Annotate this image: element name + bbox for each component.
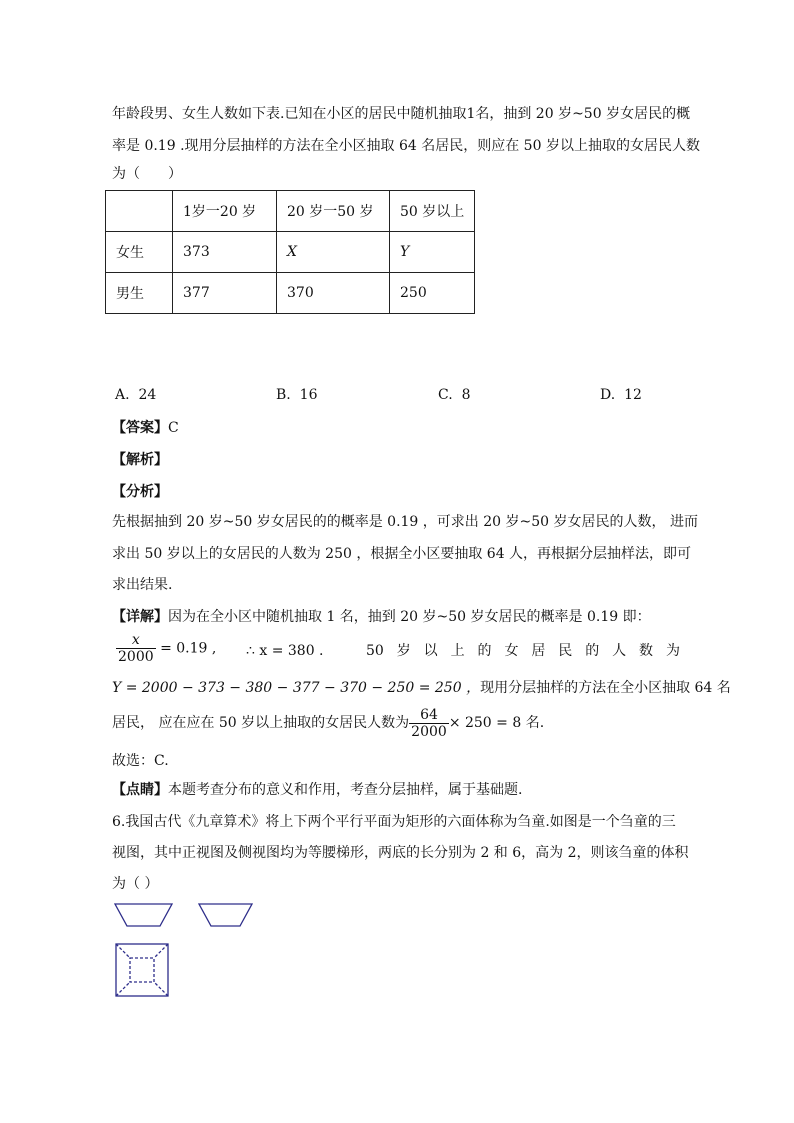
q6-line1: 6.我国古代《九章算术》将上下两个平行平面为矩形的六面体称为刍童.如图是一个刍童的三 bbox=[112, 814, 676, 830]
spread-char: 人 bbox=[612, 643, 627, 659]
fraction-denominator: 2000 bbox=[118, 649, 154, 665]
detail-text: 因为在全小区中随机抽取 1 名，抽到 20 岁~50 岁女居民的概率是 0.19 即： bbox=[168, 609, 651, 625]
option-letter: A. bbox=[115, 387, 130, 403]
fenxi-line2: 求出 50 岁以上的女居民的人数为 250 ，根据全小区要抽取 64 人，再根据分层抽样法，即可 bbox=[112, 546, 692, 562]
detail-label: 【详解】 bbox=[112, 609, 168, 625]
spread-char: 以 bbox=[423, 643, 438, 659]
detail-equation-line bbox=[116, 632, 216, 672]
detail-text: 现用分层抽样的方法在全小区抽取 64 名 bbox=[480, 680, 731, 696]
option-a[interactable] bbox=[115, 387, 156, 403]
top-view-edge bbox=[116, 982, 130, 996]
detail-line3 bbox=[112, 678, 731, 698]
option-letter: B. bbox=[276, 387, 291, 403]
option-c[interactable] bbox=[438, 387, 471, 403]
top-view-edge bbox=[154, 982, 168, 996]
y-equation: Y = 2000 − 373 − 380 − 377 − 370 − 250 = 250 ， bbox=[112, 680, 481, 696]
spread-char: 为 bbox=[665, 643, 680, 659]
comment-line bbox=[112, 780, 522, 800]
age-gender-table bbox=[105, 190, 475, 314]
equation-x-value: ∴ x = 380 . bbox=[246, 643, 324, 659]
answer-line bbox=[112, 418, 179, 438]
table-cell: 370 bbox=[277, 273, 390, 314]
table-cell: 男生 bbox=[106, 273, 173, 314]
fenxi-line1: 先根据抽到 20 岁~50 岁女居民的的概率是 0.19 ，可求出 20 岁~50 岁女居民的人数， 进而 bbox=[112, 514, 698, 530]
table-cell: Y bbox=[390, 232, 475, 273]
spread-char: 居 bbox=[531, 643, 546, 659]
table-cell: 250 bbox=[390, 273, 475, 314]
detail-line4 bbox=[112, 703, 544, 743]
table-cell: 373 bbox=[173, 232, 277, 273]
option-b[interactable] bbox=[276, 387, 317, 403]
option-value: 16 bbox=[299, 387, 318, 403]
top-view-square bbox=[116, 944, 168, 996]
table-header-row bbox=[106, 191, 475, 232]
comment-text: 本题考查分布的意义和作用，考查分层抽样，属于基础题. bbox=[168, 782, 523, 798]
spread-char: 50 bbox=[366, 643, 384, 659]
option-value: 12 bbox=[624, 387, 642, 403]
q6-line2: 视图，其中正视图及侧视图均为等腰梯形，两底的长分别为 2 和 6，高为 2，则该刍童的体积 bbox=[112, 845, 689, 861]
detail-text: 居民， 应在应在 50 岁以上抽取的女居民人数为 bbox=[112, 715, 410, 731]
top-view-inner-rect bbox=[130, 958, 154, 982]
top-view-edge bbox=[116, 944, 130, 958]
option-d[interactable] bbox=[600, 387, 642, 403]
fraction-numerator: x bbox=[116, 632, 156, 649]
three-view-figure bbox=[112, 900, 282, 1000]
fraction-numerator: 64 bbox=[409, 707, 449, 724]
side-view-trapezoid bbox=[199, 904, 252, 926]
fraction-denominator: 2000 bbox=[411, 723, 447, 740]
option-letter: D. bbox=[600, 387, 616, 403]
option-value: 24 bbox=[138, 387, 157, 403]
table-cell: 377 bbox=[173, 273, 277, 314]
front-view-trapezoid bbox=[115, 904, 172, 926]
question-text-line2: 率是 0.19 .现用分层抽样的方法在全小区抽取 64 名居民，则应在 50 岁以上抽取的女居民人数 bbox=[112, 138, 700, 154]
option-letter: C. bbox=[438, 387, 453, 403]
answer-label: 【答案】 bbox=[112, 420, 168, 436]
table-header-cell: 20 岁一50 岁 bbox=[277, 191, 390, 232]
spread-char: 岁 bbox=[396, 643, 411, 659]
spread-char: 民 bbox=[558, 643, 573, 659]
fenxi-line3: 求出结果. bbox=[112, 577, 173, 593]
answer-value: C bbox=[168, 420, 179, 436]
front-view-shape bbox=[115, 904, 172, 926]
table-row bbox=[106, 273, 475, 314]
spread-char: 的 bbox=[477, 643, 492, 659]
question-text-line3: 为（ ） bbox=[112, 166, 182, 182]
table-cell: 女生 bbox=[106, 232, 173, 273]
spread-sentence bbox=[366, 641, 680, 661]
spread-char: 女 bbox=[504, 643, 519, 659]
spread-char: 上 bbox=[450, 643, 465, 659]
detail-line1 bbox=[112, 607, 651, 627]
table-header-cell: 50 岁以上 bbox=[390, 191, 475, 232]
table-header-cell bbox=[106, 191, 173, 232]
top-view-edge bbox=[154, 944, 168, 958]
equation-part: = 0.19 , bbox=[160, 640, 217, 657]
fraction-x-over-2000 bbox=[116, 632, 156, 665]
table-row bbox=[106, 232, 475, 273]
fenxi-label: 【分析】 bbox=[112, 484, 168, 500]
final-choice: 故选：C. bbox=[112, 753, 169, 769]
comment-label: 【点睛】 bbox=[112, 782, 168, 798]
table-cell: X bbox=[277, 232, 390, 273]
fraction-64-over-2000 bbox=[409, 707, 449, 740]
spread-char: 数 bbox=[639, 643, 654, 659]
q6-line3: 为（ ） bbox=[112, 876, 159, 892]
question-text-line1: 年龄段男、女生人数如下表.已知在小区的居民中随机抽取1名，抽到 20 岁~50 岁女居民的概 bbox=[112, 106, 691, 122]
side-view-shape bbox=[199, 904, 252, 926]
table-header-cell: 1岁一20 岁 bbox=[173, 191, 277, 232]
analysis-label: 【解析】 bbox=[112, 452, 168, 468]
spread-char: 的 bbox=[585, 643, 600, 659]
option-value: 8 bbox=[461, 387, 471, 403]
equation-result: × 250 = 8 名. bbox=[448, 715, 545, 731]
